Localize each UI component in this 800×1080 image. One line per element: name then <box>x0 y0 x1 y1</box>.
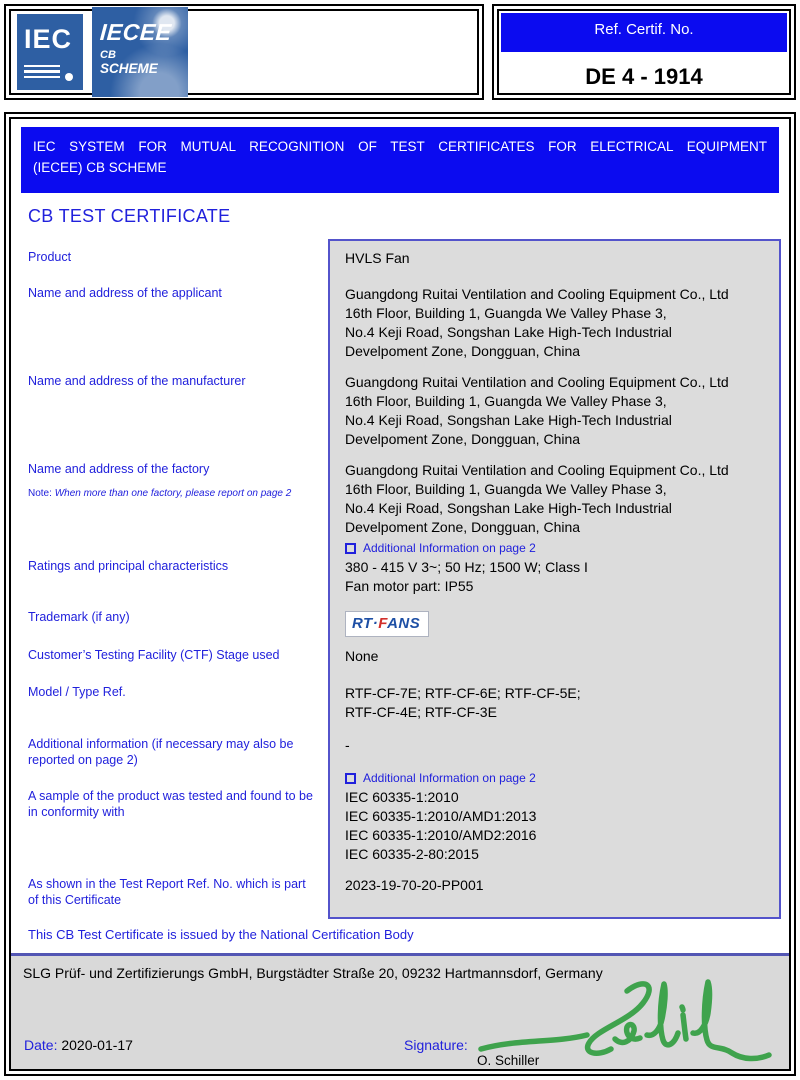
additional-info-row <box>345 769 768 788</box>
fields-section <box>28 239 779 919</box>
additional-info-label: Additional Information on page 2 <box>363 770 536 785</box>
ref-certificate-number: DE 4 - 1914 <box>585 64 703 89</box>
field-value: Guangdong Ruitai Ventilation and Cooling Equipment Co., Ltd 16th Floor, Building 1, Guangda We Valley Phase 3, No.4 Keji Road, Songshan Lake High-Tech Industrial Develpoment Zone, Dongguan, China Additional Information on page 2 <box>328 461 768 558</box>
iecee-cb-scheme-logo-icon <box>92 7 188 97</box>
field-value: Guangdong Ruitai Ventilation and Cooling Equipment Co., Ltd 16th Floor, Building 1, Guangda We Valley Phase 3, No.4 Keji Road, Songshan Lake High-Tech Industrial Develpoment Zone, Dongguan, China <box>345 285 729 359</box>
field-label: Product <box>28 249 72 264</box>
logo-box <box>4 4 484 100</box>
certificate-content <box>11 119 789 953</box>
field-label: Customer’s Testing Facility (CTF) Stage used <box>28 647 280 662</box>
checkbox-icon <box>345 543 356 554</box>
banner-line-1: IEC SYSTEM FOR MUTUAL RECOGNITION OF TEST CERTIFICATES FOR ELECTRICAL EQUIPMENT <box>33 139 767 154</box>
field-row-standards <box>28 788 779 876</box>
field-value: HVLS Fan <box>345 249 410 266</box>
field-value: None <box>345 647 379 664</box>
field-label: As shown in the Test Report Ref. No. which is part of this Certificate <box>28 876 306 907</box>
certificate-body <box>4 112 796 1076</box>
field-row-manufacturer <box>28 373 779 461</box>
field-value: Guangdong Ruitai Ventilation and Cooling Equipment Co., Ltd 16th Floor, Building 1, Guangda We Valley Phase 3, No.4 Keji Road, Songshan Lake High-Tech Industrial Develpoment Zone, Dongguan, China <box>345 373 729 447</box>
iecee-logo-text: IECEE <box>99 19 173 45</box>
field-value: RTF-CF-7E; RTF-CF-6E; RTF-CF-5E; RTF-CF-4E; RTF-CF-3E <box>345 684 581 720</box>
field-label: Model / Type Ref. <box>28 684 126 699</box>
date-label: Date: <box>24 1037 58 1053</box>
iecee-logo-cb-text: CB <box>100 49 116 61</box>
date-value: 2020-01-17 <box>61 1037 133 1053</box>
field-row-product <box>28 249 779 285</box>
signatory-name: O. Schiller <box>477 1053 540 1068</box>
ncb-footer <box>11 953 789 1069</box>
field-label: Name and address of the manufacturer <box>28 373 246 388</box>
field-label: Trademark (if any) <box>28 609 130 624</box>
field-row-additional-info <box>28 736 779 788</box>
ref-certificate-label: Ref. Certif. No. <box>501 13 787 52</box>
issued-by-line: This CB Test Certificate is issued by the National Certification Body <box>28 926 414 942</box>
field-row-model <box>28 684 779 736</box>
field-row-ctf <box>28 647 779 684</box>
field-row-trademark <box>28 609 779 647</box>
field-label: Ratings and principal characteristics <box>28 558 229 573</box>
field-label: Additional information (if necessary may also be reported on page 2) <box>28 736 294 767</box>
iec-logo-dot <box>65 73 73 81</box>
field-value <box>328 609 768 647</box>
field-rows <box>28 239 779 923</box>
date-line <box>24 1037 133 1053</box>
field-row-applicant <box>28 285 779 373</box>
additional-info-row <box>345 539 768 558</box>
additional-info-label: Additional Information on page 2 <box>363 540 536 555</box>
field-value: 2023-19-70-20-PP001 <box>345 876 484 893</box>
iec-logo-icon <box>17 14 83 90</box>
field-label: Name and address of the factory Note: When more than one factory, please report on page 2 <box>28 461 328 558</box>
checkbox-icon <box>345 773 356 784</box>
iecee-system-banner <box>21 127 779 193</box>
field-row-ratings <box>28 558 779 609</box>
iec-logo-text: IEC <box>24 24 73 54</box>
field-value: IEC 60335-1:2010 IEC 60335-1:2010/AMD1:2013 IEC 60335-1:2010/AMD2:2016 IEC 60335-2-80:2015 <box>345 788 537 862</box>
signature-label: Signature: <box>404 1037 468 1053</box>
field-value: - Additional Information on page 2 <box>328 736 768 788</box>
field-row-factory <box>28 461 779 558</box>
field-value: 380 - 415 V 3~; 50 Hz; 1500 W; Class I Fan motor part: IP55 <box>345 558 588 594</box>
iecee-logo-scheme-text: SCHEME <box>100 61 158 76</box>
ncb-name-address: SLG Prüf- und Zertifizierungs GmbH, Burgstädter Straße 20, 09232 Hartmannsdorf, Germany <box>23 964 603 981</box>
field-label: Name and address of the applicant <box>28 285 222 300</box>
page-title: CB TEST CERTIFICATE <box>28 205 231 226</box>
field-row-test-report <box>28 876 779 923</box>
ref-certificate-box <box>492 4 796 100</box>
header-row <box>4 4 796 100</box>
field-label: A sample of the product was tested and found to be in conformity with <box>28 788 313 819</box>
factory-note: Note: When more than one factory, please report on page 2 <box>28 487 292 499</box>
banner-line-2: (IECEE) CB SCHEME <box>33 159 167 175</box>
rt-fans-trademark-logo: RT·FANS <box>345 611 429 637</box>
iec-logo-lines <box>24 65 60 82</box>
